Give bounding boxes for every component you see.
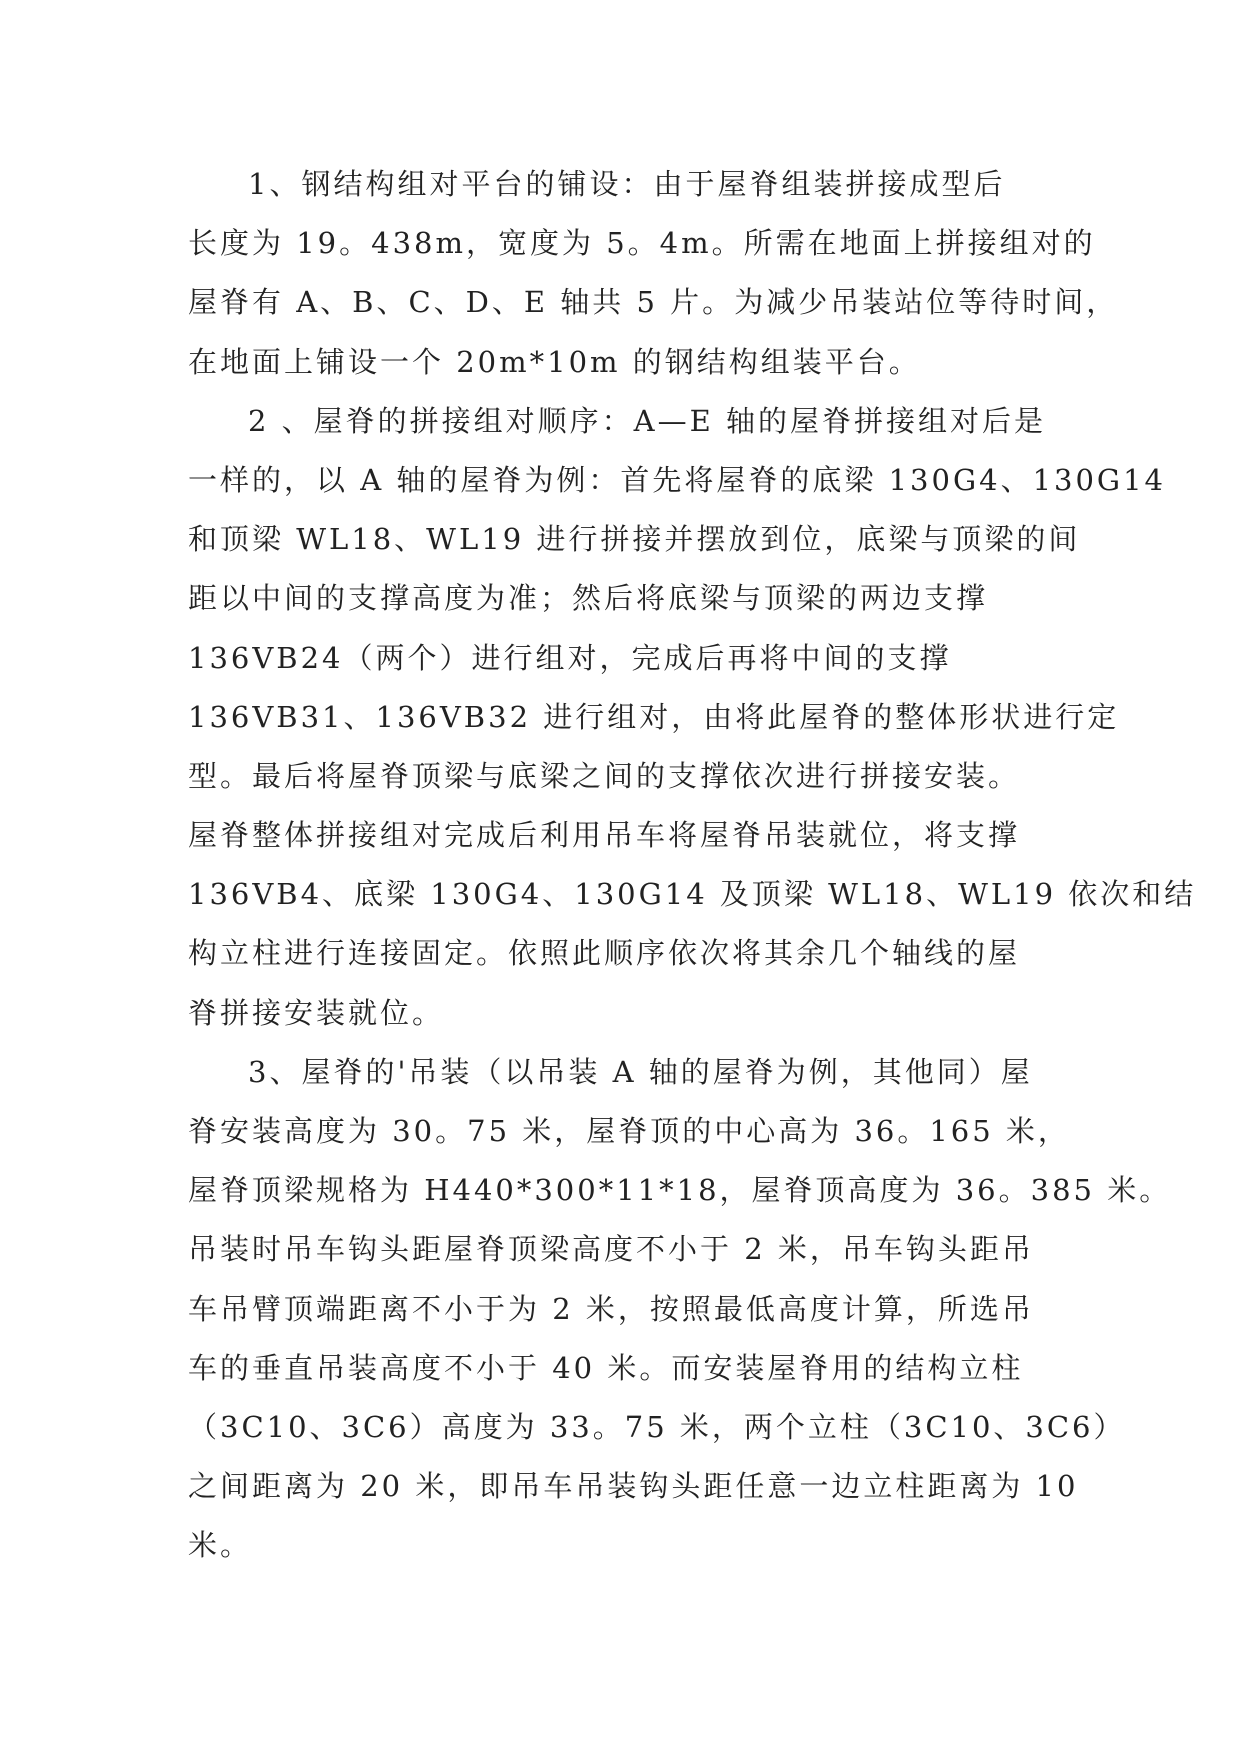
paragraph-line: 脊拼接安装就位。 xyxy=(188,995,445,1030)
paragraph-line: 136VB24（两个）进行组对，完成后再将中间的支撑 xyxy=(188,640,952,675)
paragraph-line: 2 、屋脊的拼接组对顺序：A—E 轴的屋脊拼接组对后是 xyxy=(248,403,1047,438)
paragraph-line: 136VB4、底梁 130G4、130G14 及顶梁 WL18、WL19 依次和结 xyxy=(188,877,1197,912)
paragraph-line: 屋脊整体拼接组对完成后利用吊车将屋脊吊装就位，将支撑 xyxy=(188,818,1021,853)
paragraph-line: 一样的，以 A 轴的屋脊为例：首先将屋脊的底梁 130G4、130G14 xyxy=(188,462,1166,497)
paragraph-line: 车的垂直吊装高度不小于 40 米。而安装屋脊用的结构立柱 xyxy=(188,1350,1024,1385)
paragraph-line: 屋脊顶梁规格为 H440*300*11*18，屋脊顶高度为 36。385 米。 xyxy=(188,1173,1172,1208)
paragraph-line: 3、屋脊的'吊装（以吊装 A 轴的屋脊为例，其他同）屋 xyxy=(248,1054,1033,1089)
paragraph-line: 型。最后将屋脊顶梁与底梁之间的支撑依次进行拼接安装。 xyxy=(188,758,1021,793)
paragraph-line: 屋脊有 A、B、C、D、E 轴共 5 片。为减少吊装站位等待时间， xyxy=(188,285,1119,320)
paragraph-line: 距以中间的支撑高度为准；然后将底梁与顶梁的两边支撑 xyxy=(188,581,989,616)
document-body xyxy=(188,155,1197,1576)
paragraph-line: 长度为 19。438m，宽度为 5。4m。所需在地面上拼接组对的 xyxy=(188,226,1096,261)
paragraph-line: 136VB31、136VB32 进行组对，由将此屋脊的整体形状进行定 xyxy=(188,699,1120,734)
paragraph-line: 车吊臂顶端距离不小于为 2 米，按照最低高度计算，所选吊 xyxy=(188,1291,1034,1326)
paragraph-line: 1、钢结构组对平台的铺设：由于屋脊组装拼接成型后 xyxy=(248,167,1006,201)
paragraph-line: 脊安装高度为 30。75 米，屋脊顶的中心高为 36。165 米， xyxy=(188,1114,1070,1148)
paragraph-line: 构立柱进行连接固定。依照此顺序依次将其余几个轴线的屋 xyxy=(188,936,1021,971)
paragraph-line: 吊装时吊车钩头距屋脊顶梁高度不小于 2 米，吊车钩头距吊 xyxy=(188,1232,1034,1267)
paragraph-line: （3C10、3C6）高度为 33。75 米，两个立柱（3C10、3C6） xyxy=(188,1409,1126,1444)
paragraph-line: 和顶梁 WL18、WL19 进行拼接并摆放到位，底梁与顶梁的间 xyxy=(188,522,1081,557)
paragraph-line: 米。 xyxy=(188,1528,253,1563)
paragraph-assembly-order xyxy=(188,392,1197,1043)
paragraph-hoisting xyxy=(188,1043,1172,1576)
paragraph-line: 在地面上铺设一个 20m*10m 的钢结构组装平台。 xyxy=(188,344,921,379)
paragraph-platform-laying xyxy=(188,155,1119,392)
paragraph-line: 之间距离为 20 米，即吊车吊装钩头距任意一边立柱距离为 10 xyxy=(188,1469,1079,1504)
